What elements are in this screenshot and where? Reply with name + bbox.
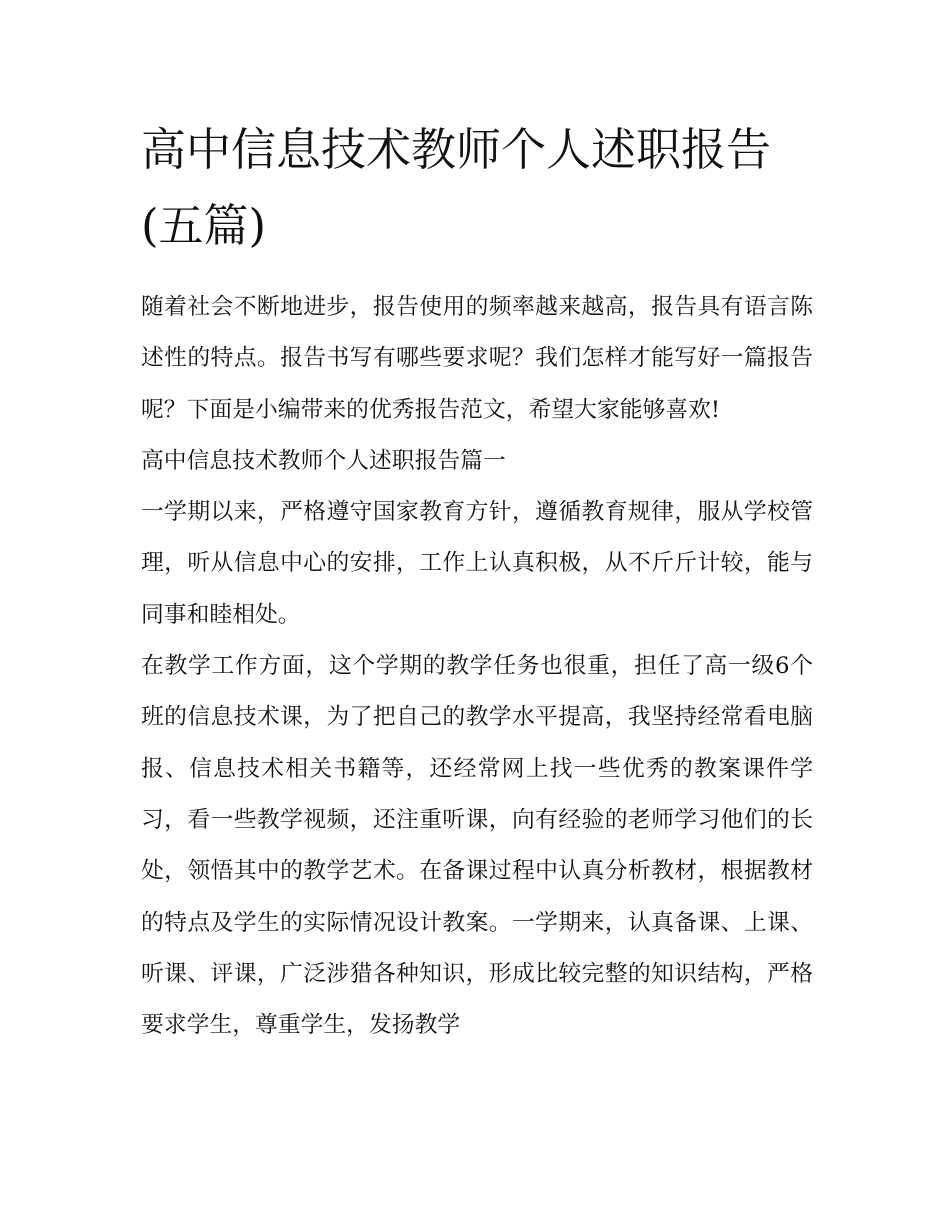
document-title: 高中信息技术教师个人述职报告(五篇) [141,123,772,252]
body-paragraph: 一学期以来，严格遵守国家教育方针，遵循教育规律，服从学校管理，听从信息中心的安排，工作上认真积极，从不斤斤计较，能与同事和睦相处。 [141,499,813,628]
intro-paragraph: 随着社会不断地进步，报告使用的频率越来越高，报告具有语言陈述性的特点。报告书写有哪些要求呢？我们怎样才能写好一篇报告呢？下面是小编带来的优秀报告范文，希望大家能够喜欢! [141,294,813,423]
section-heading: 高中信息技术教师个人述职报告篇一 [141,447,506,474]
body-paragraph: 在教学工作方面，这个学期的教学任务也很重，担任了高一级6个班的信息技术课，为了把自己的教学水平提高，我坚持经常看电脑报、信息技术相关书籍等，还经常网上找一些优秀的教案课件学习，看一些教学视频，还注重听课，向有经验的老师学习他们的长处，领悟其中的教学艺术。在备课过程中认真分析教材，根据教材的特点及学生的实际情况设计教案。一学期来，认真备课、上课、听课、评课，广泛涉猎各种知识，形成比较完整的知识结构，严格要求学生，尊重学生，发扬教学 [141,653,813,1039]
document-body [141,282,813,1051]
